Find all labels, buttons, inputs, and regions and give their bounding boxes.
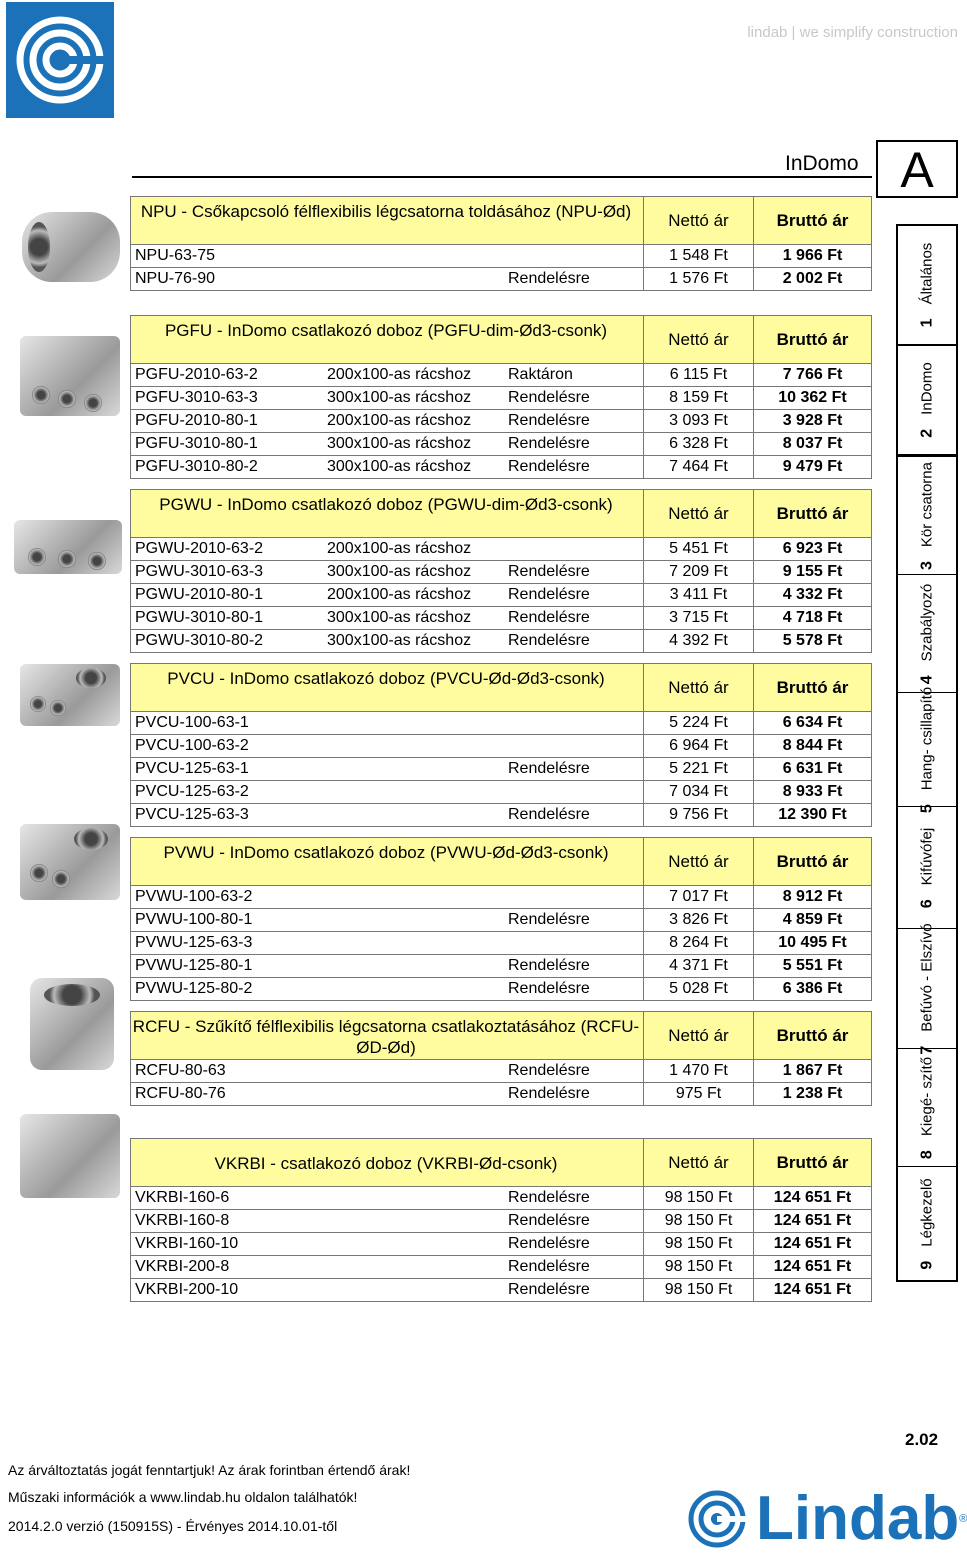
product-image-vkrbi (20, 1114, 120, 1198)
chapter-tab-label: 1Általános (918, 242, 936, 328)
chapter-tab-5[interactable] (898, 686, 956, 813)
lindab-brand-mark (686, 1488, 748, 1550)
product-description: 200x100-as rácshoz (327, 586, 472, 603)
chapter-tab-label: 3Kör csatorna (918, 461, 936, 570)
lindab-wordmark: Lindab® (756, 1484, 967, 1553)
net-price: 7 017 Ft (643, 886, 753, 908)
availability: Rendelésre (508, 1189, 590, 1206)
table-row (130, 1060, 872, 1083)
table-row (130, 410, 872, 433)
product-code: PGFU-3010-80-2 (135, 458, 258, 475)
table-row (130, 561, 872, 584)
availability: Rendelésre (508, 458, 590, 475)
gross-price: 7 766 Ft (753, 364, 871, 386)
product-code: PVWU-100-63-2 (135, 888, 253, 905)
chapter-tab-4[interactable] (898, 574, 956, 692)
availability: Rendelésre (508, 1085, 590, 1102)
section-header (130, 663, 872, 712)
product-code: PGFU-2010-80-1 (135, 412, 258, 429)
product-image-pvcu (20, 664, 120, 726)
net-price-header: Nettó ár (643, 490, 753, 537)
gross-price: 10 362 Ft (753, 387, 871, 409)
product-description: 200x100-as rácshoz (327, 412, 472, 429)
availability: Rendelésre (508, 609, 590, 626)
product-code: PVCU-100-63-1 (135, 714, 249, 731)
availability: Rendelésre (508, 1258, 590, 1275)
chapter-letter: A (876, 140, 958, 198)
table-row (130, 607, 872, 630)
product-description: 300x100-as rácshoz (327, 563, 472, 580)
net-price: 98 150 Ft (643, 1187, 753, 1209)
net-price: 975 Ft (643, 1083, 753, 1105)
section-title: VKRBI - csatlakozó doboz (VKRBI-Ød-csonk) (214, 1154, 558, 1173)
availability: Rendelésre (508, 980, 590, 997)
tagline: lindab | we simplify construction (747, 24, 958, 41)
net-price: 1 576 Ft (643, 268, 753, 290)
product-image-rcfu (30, 978, 114, 1070)
product-code: PGWU-2010-80-1 (135, 586, 264, 603)
net-price: 8 264 Ft (643, 932, 753, 954)
section-title: PGWU - InDomo csatlakozó doboz (PGWU-dim-Ød3-csonk) (159, 495, 613, 514)
product-image-pgfu (20, 336, 120, 416)
product-code: VKRBI-160-8 (135, 1212, 230, 1229)
gross-price: 124 651 Ft (753, 1279, 871, 1301)
product-code: VKRBI-160-10 (135, 1235, 239, 1252)
product-code: VKRBI-200-8 (135, 1258, 230, 1275)
gross-price: 4 332 Ft (753, 584, 871, 606)
table-row (130, 1083, 872, 1106)
chapter-tab-label: 4Szabályozó (918, 583, 936, 684)
gross-price: 9 155 Ft (753, 561, 871, 583)
gross-price: 124 651 Ft (753, 1210, 871, 1232)
chapter-tab-label: 8Kiegé- szítő (918, 1056, 936, 1159)
gross-price-header: Bruttó ár (753, 316, 871, 363)
footer-version: 2014.2.0 verzió (150915S) - Érvényes 2014.10.01-től (8, 1518, 338, 1534)
gross-price: 1 966 Ft (753, 245, 871, 267)
product-code: PGWU-2010-63-2 (135, 540, 264, 557)
table-row (130, 456, 872, 479)
section-title: PVCU - InDomo csatlakozó doboz (PVCU-Ød-Ød3-csonk) (167, 669, 605, 688)
gross-price: 4 859 Ft (753, 909, 871, 931)
gross-price: 124 651 Ft (753, 1187, 871, 1209)
gross-price: 6 923 Ft (753, 538, 871, 560)
table-row (130, 758, 872, 781)
table-row (130, 804, 872, 827)
product-code: NPU-76-90 (135, 270, 216, 287)
net-price: 98 150 Ft (643, 1233, 753, 1255)
product-code: VKRBI-200-10 (135, 1281, 239, 1298)
product-code: PGFU-3010-63-3 (135, 389, 258, 406)
table-row (130, 1256, 872, 1279)
availability: Rendelésre (508, 806, 590, 823)
section-title: PGFU - InDomo csatlakozó doboz (PGFU-dim-Ød3-csonk) (164, 321, 608, 340)
table-row (130, 886, 872, 909)
section-header (130, 315, 872, 364)
table-row (130, 1233, 872, 1256)
availability: Rendelésre (508, 911, 590, 928)
header-divider (132, 176, 872, 178)
net-price: 98 150 Ft (643, 1210, 753, 1232)
product-code: PVWU-125-80-2 (135, 980, 253, 997)
availability: Rendelésre (508, 389, 590, 406)
net-price: 1 470 Ft (643, 1060, 753, 1082)
section (130, 1011, 872, 1106)
section-title: PVWU - InDomo csatlakozó doboz (PVWU-Ød-Ød3-csonk) (163, 843, 609, 862)
availability: Rendelésre (508, 1212, 590, 1229)
availability: Rendelésre (508, 1235, 590, 1252)
table-row (130, 735, 872, 758)
page-title: InDomo (785, 152, 859, 175)
gross-price: 8 912 Ft (753, 886, 871, 908)
product-code: PGFU-3010-80-1 (135, 435, 258, 452)
product-image-npu (22, 212, 120, 282)
table-row (130, 1279, 872, 1302)
availability: Rendelésre (508, 760, 590, 777)
product-code: PVWU-125-63-3 (135, 934, 253, 951)
section (130, 196, 872, 291)
table-row (130, 245, 872, 268)
gross-price: 5 551 Ft (753, 955, 871, 977)
gross-price: 6 634 Ft (753, 712, 871, 734)
net-price-header: Nettó ár (643, 664, 753, 711)
product-image-pgwu (14, 520, 122, 574)
chapter-tabs (896, 224, 958, 1282)
chapter-tab-label: 2InDomo (918, 362, 936, 438)
gross-price-header: Bruttó ár (753, 1012, 871, 1059)
net-price: 1 548 Ft (643, 245, 753, 267)
table-row (130, 387, 872, 410)
table-row (130, 433, 872, 456)
availability: Rendelésre (508, 435, 590, 452)
net-price: 3 715 Ft (643, 607, 753, 629)
gross-price: 124 651 Ft (753, 1256, 871, 1278)
table-row (130, 955, 872, 978)
page-number: 2.02 (905, 1430, 939, 1449)
availability: Rendelésre (508, 1062, 590, 1079)
net-price: 6 964 Ft (643, 735, 753, 757)
table-row (130, 364, 872, 387)
availability: Rendelésre (508, 563, 590, 580)
product-code: PVCU-125-63-3 (135, 806, 249, 823)
product-code: PGWU-3010-63-3 (135, 563, 264, 580)
gross-price: 8 933 Ft (753, 781, 871, 803)
product-code: NPU-63-75 (135, 247, 216, 264)
product-code: PVCU-125-63-2 (135, 783, 249, 800)
section (130, 489, 872, 653)
chapter-tab-label: 6Kifúvófej (918, 827, 936, 908)
section-header (130, 1138, 872, 1187)
lindab-logo (6, 2, 114, 118)
product-code: PGWU-3010-80-2 (135, 632, 264, 649)
net-price: 7 034 Ft (643, 781, 753, 803)
table-row (130, 1210, 872, 1233)
availability: Rendelésre (508, 957, 590, 974)
section (130, 837, 872, 1001)
chapter-tab-label: 5Hang- csillapító (918, 686, 936, 813)
net-price-header: Nettó ár (643, 838, 753, 885)
gross-price: 8 037 Ft (753, 433, 871, 455)
gross-price-header: Bruttó ár (753, 490, 871, 537)
table-row (130, 630, 872, 653)
product-description: 300x100-as rácshoz (327, 389, 472, 406)
table-row (130, 712, 872, 735)
table-row (130, 909, 872, 932)
product-code: RCFU-80-63 (135, 1062, 226, 1079)
table-row (130, 932, 872, 955)
availability: Raktáron (508, 366, 573, 383)
net-price-header: Nettó ár (643, 1012, 753, 1059)
chapter-tab-7[interactable] (898, 922, 956, 1055)
product-code: PGWU-3010-80-1 (135, 609, 264, 626)
availability: Rendelésre (508, 412, 590, 429)
chapter-tab-3[interactable] (898, 456, 956, 574)
product-description: 300x100-as rácshoz (327, 609, 472, 626)
net-price: 5 224 Ft (643, 712, 753, 734)
gross-price: 8 844 Ft (753, 735, 871, 757)
section-header (130, 1011, 872, 1060)
section (130, 663, 872, 827)
net-price: 98 150 Ft (643, 1256, 753, 1278)
net-price: 6 115 Ft (643, 364, 753, 386)
net-price: 5 451 Ft (643, 538, 753, 560)
net-price: 5 028 Ft (643, 978, 753, 1000)
product-description: 200x100-as rácshoz (327, 540, 472, 557)
net-price-header: Nettó ár (643, 197, 753, 244)
section-title: NPU - Csőkapcsoló félflexibilis légcsatorna toldásához (NPU-Ød) (140, 202, 632, 221)
table-row (130, 538, 872, 561)
gross-price: 10 495 Ft (753, 932, 871, 954)
net-price: 3 093 Ft (643, 410, 753, 432)
table-row (130, 268, 872, 291)
product-code: PVWU-125-80-1 (135, 957, 253, 974)
gross-price-header: Bruttó ár (753, 1139, 871, 1186)
net-price-header: Nettó ár (643, 1139, 753, 1186)
net-price: 7 209 Ft (643, 561, 753, 583)
table-row (130, 781, 872, 804)
table-row (130, 978, 872, 1001)
product-code: RCFU-80-76 (135, 1085, 226, 1102)
chapter-tab-8[interactable] (898, 1048, 956, 1166)
net-price: 98 150 Ft (643, 1279, 753, 1301)
net-price-header: Nettó ár (643, 316, 753, 363)
availability: Rendelésre (508, 270, 590, 287)
gross-price-header: Bruttó ár (753, 838, 871, 885)
net-price: 4 392 Ft (643, 630, 753, 652)
section-title: RCFU - Szűkítő félflexibilis légcsatorna csatlakoztatásához (RCFU-ØD-Ød) (132, 1017, 640, 1057)
product-code: VKRBI-160-6 (135, 1189, 230, 1206)
footer-notice-info: Műszaki információk a www.lindab.hu oldalon találhatók! (8, 1489, 358, 1505)
product-code: PVCU-100-63-2 (135, 737, 249, 754)
section-header (130, 837, 872, 886)
gross-price: 6 631 Ft (753, 758, 871, 780)
product-code: PVWU-100-80-1 (135, 911, 253, 928)
chapter-tab-label: 7Befúvó - Elszívó (918, 922, 936, 1055)
gross-price: 5 578 Ft (753, 630, 871, 652)
product-description: 300x100-as rácshoz (327, 458, 472, 475)
product-description: 300x100-as rácshoz (327, 632, 472, 649)
gross-price: 4 718 Ft (753, 607, 871, 629)
gross-price: 1 238 Ft (753, 1083, 871, 1105)
net-price: 3 826 Ft (643, 909, 753, 931)
net-price: 6 328 Ft (643, 433, 753, 455)
section (130, 315, 872, 479)
product-description: 200x100-as rácshoz (327, 366, 472, 383)
gross-price: 2 002 Ft (753, 268, 871, 290)
availability: Rendelésre (508, 586, 590, 603)
product-code: PGFU-2010-63-2 (135, 366, 258, 383)
gross-price: 1 867 Ft (753, 1060, 871, 1082)
gross-price-header: Bruttó ár (753, 664, 871, 711)
net-price: 9 756 Ft (643, 804, 753, 826)
product-image-pvwu (20, 824, 120, 900)
gross-price: 3 928 Ft (753, 410, 871, 432)
chapter-tab-label: 9Légkezelő (918, 1177, 936, 1270)
gross-price-header: Bruttó ár (753, 197, 871, 244)
product-description: 300x100-as rácshoz (327, 435, 472, 452)
gross-price: 9 479 Ft (753, 456, 871, 478)
availability: Rendelésre (508, 632, 590, 649)
gross-price: 12 390 Ft (753, 804, 871, 826)
chapter-tab-6[interactable] (898, 806, 956, 928)
chapter-tab-2[interactable] (896, 344, 958, 456)
net-price: 3 411 Ft (643, 584, 753, 606)
availability: Rendelésre (508, 1281, 590, 1298)
section-header (130, 489, 872, 538)
footer-notice-prices: Az árváltoztatás jogát fenntartjuk! Az árak forintban értendő árak! (8, 1462, 411, 1478)
table-row (130, 1187, 872, 1210)
section-header (130, 196, 872, 245)
chapter-tab-9[interactable] (898, 1166, 956, 1280)
section (130, 1138, 872, 1302)
net-price: 8 159 Ft (643, 387, 753, 409)
net-price: 4 371 Ft (643, 955, 753, 977)
gross-price: 6 386 Ft (753, 978, 871, 1000)
net-price: 5 221 Ft (643, 758, 753, 780)
price-table (130, 196, 872, 1302)
net-price: 7 464 Ft (643, 456, 753, 478)
product-code: PVCU-125-63-1 (135, 760, 249, 777)
gross-price: 124 651 Ft (753, 1233, 871, 1255)
table-row (130, 584, 872, 607)
chapter-tab-1[interactable] (898, 226, 956, 344)
